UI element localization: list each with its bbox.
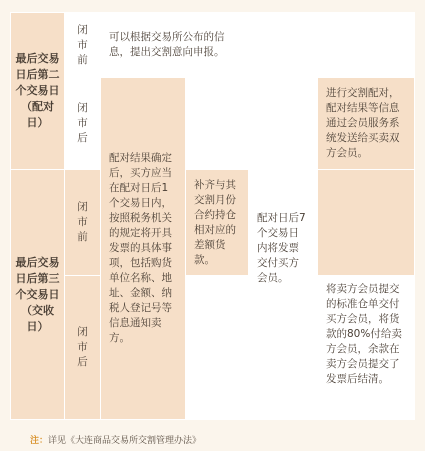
row2-before-close-label: 闭市前 — [77, 201, 88, 243]
row1-title-cell — [11, 13, 65, 170]
match-result-text: 进行交割配对，配对结果等信息通过会员服务系统发送给买卖双方会员。 — [326, 87, 400, 159]
row2-title: 最后交易日后第三个交易日（交收日） — [15, 255, 60, 333]
row1-after-close-label: 闭市后 — [77, 102, 88, 144]
payment-text: 补齐与其交割月份合约持仓相对应的差额货款。 — [194, 178, 236, 266]
row1-before-close-cell — [65, 13, 101, 78]
row2-after-close-cell — [65, 276, 101, 420]
settle-cell — [318, 276, 415, 420]
row1-after-close-cell — [65, 78, 101, 170]
payment-cell — [186, 170, 249, 276]
row2-title-cell — [11, 170, 65, 420]
row2-after-close-label: 闭市后 — [77, 326, 88, 368]
declare-text: 可以根据交易所公布的信息，提出交割意向申报。 — [109, 31, 225, 58]
match-result-cell — [318, 78, 415, 170]
empty-cell-a6 — [318, 13, 415, 78]
empty-cell-a5 — [249, 13, 318, 78]
declare-cell — [101, 13, 249, 78]
row2-before-close-cell — [65, 170, 101, 276]
invoice-deliver-cell — [249, 78, 318, 420]
invoice-deliver-text: 配对日后7个交易日内将发票交付买方会员。 — [257, 212, 306, 284]
footnote-text: 详见《大连商品交易所交割管理办法》 — [48, 436, 202, 446]
invoice-info-text: 配对结果确定后，买方应当在配对日后1个交易日内，按照税务机关的规定将开具发票的具体事项，包括购货单位名称、地址、金额、纳税人登记号等信息通知卖方。 — [109, 152, 172, 344]
empty-cell-b4 — [186, 78, 249, 170]
row1-before-close-label: 闭市前 — [77, 23, 88, 66]
empty-cell-c6 — [318, 170, 415, 276]
delivery-process-table — [10, 12, 415, 420]
footnote — [30, 433, 201, 446]
row1-title: 最后交易日后第二个交易日（配对日） — [15, 52, 60, 129]
invoice-info-cell — [101, 78, 186, 420]
settle-text: 将卖方会员提交的标准仓单交付买方会员，将货款的80%付给卖方会员，余款在卖方会员提交了发票后结清。 — [326, 283, 402, 385]
empty-cell-d4 — [186, 276, 249, 420]
footnote-label: 注： — [30, 436, 49, 446]
